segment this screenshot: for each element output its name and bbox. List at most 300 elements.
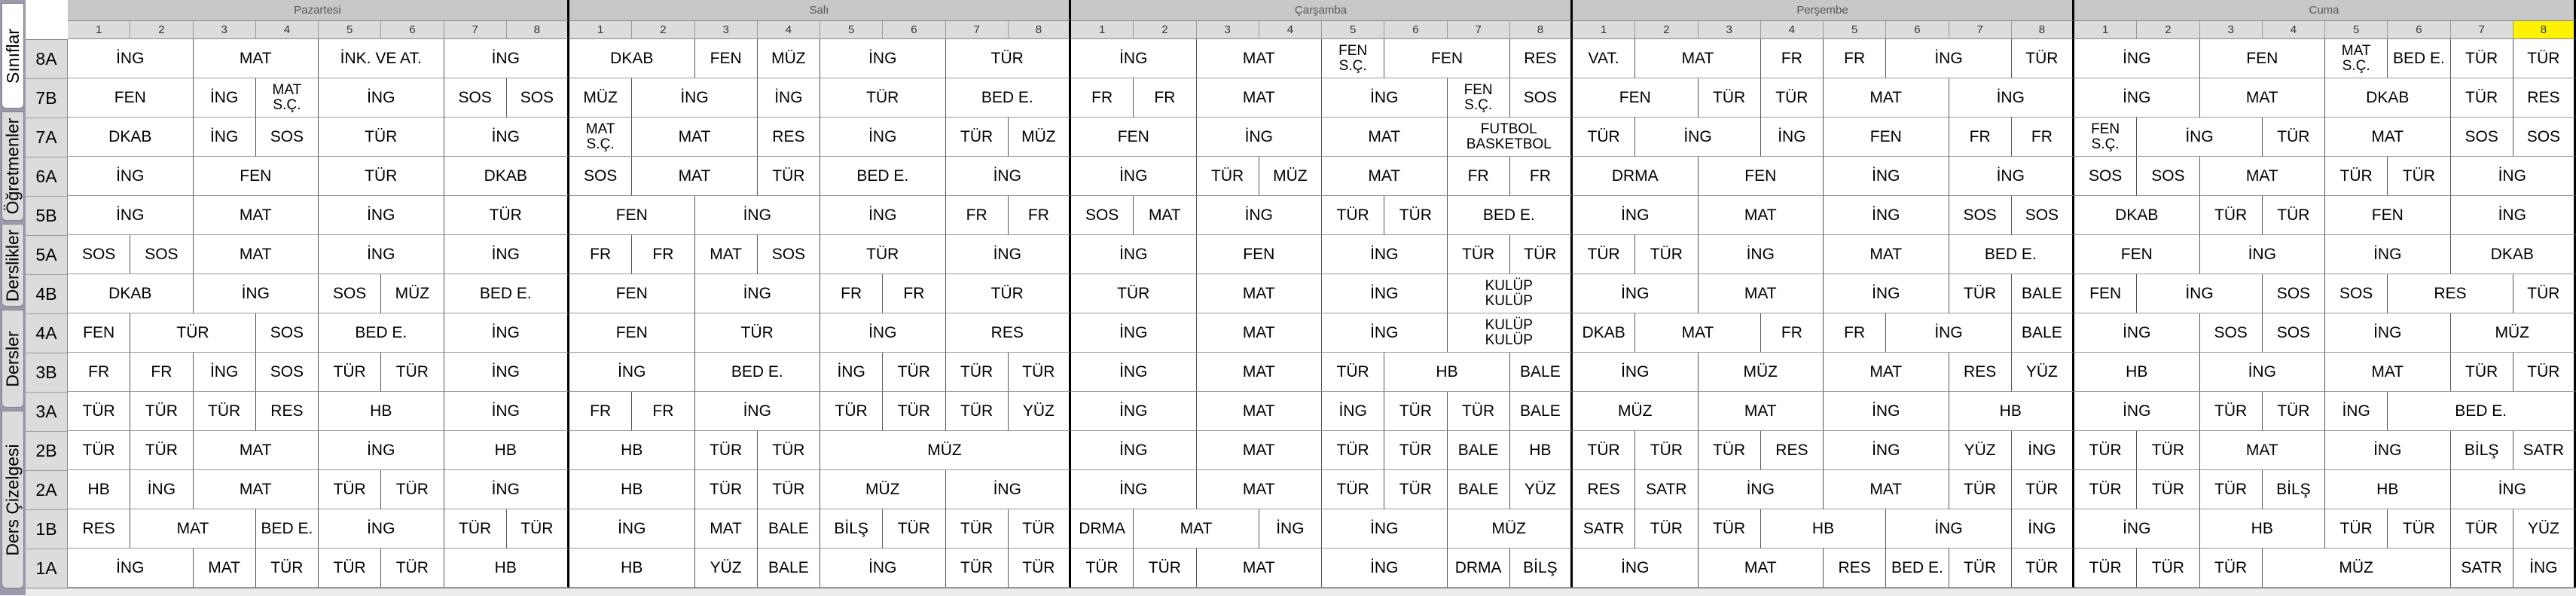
lesson-cell[interactable]: FEN xyxy=(1384,39,1510,78)
lesson-cell[interactable]: FEN xyxy=(1573,78,1699,118)
lesson-cell[interactable]: MÜZ xyxy=(1699,353,1824,392)
lesson-cell[interactable]: İNG xyxy=(1322,313,1448,353)
lesson-cell[interactable]: FR xyxy=(569,392,632,431)
lesson-cell[interactable]: FR xyxy=(946,196,1009,235)
lesson-cell[interactable]: TÜR xyxy=(130,313,256,353)
lesson-cell[interactable]: İNG xyxy=(1322,274,1448,313)
lesson-cell[interactable]: TÜR xyxy=(319,549,381,588)
lesson-cell[interactable]: SOS xyxy=(256,353,319,392)
lesson-cell[interactable]: TÜR xyxy=(2513,39,2576,78)
lesson-cell[interactable]: TÜR xyxy=(1322,353,1384,392)
lesson-cell[interactable]: BALE xyxy=(2012,313,2074,353)
lesson-cell[interactable]: SOS xyxy=(256,118,319,157)
lesson-cell[interactable]: İNG xyxy=(1824,157,1949,196)
lesson-cell[interactable]: TÜR xyxy=(1384,392,1447,431)
lesson-cell[interactable]: VAT. xyxy=(1573,39,1635,78)
lesson-cell[interactable]: TÜR xyxy=(319,157,444,196)
lesson-cell[interactable]: TÜR xyxy=(1197,157,1259,196)
lesson-cell[interactable]: İNG xyxy=(444,118,570,157)
lesson-cell[interactable]: İNG xyxy=(68,39,194,78)
lesson-cell[interactable]: BİLŞ xyxy=(2451,431,2513,470)
lesson-cell[interactable]: İNG xyxy=(1699,470,1824,509)
lesson-cell[interactable]: SOS xyxy=(758,235,820,274)
lesson-cell[interactable]: MÜZ xyxy=(1009,118,1071,157)
lesson-cell[interactable]: İNG xyxy=(2074,39,2200,78)
lesson-cell[interactable]: MAT xyxy=(1824,353,1949,392)
lesson-cell[interactable]: MAT xyxy=(1699,549,1824,588)
lesson-cell[interactable]: TÜR xyxy=(946,509,1009,549)
lesson-cell[interactable]: BALE xyxy=(1510,353,1573,392)
lesson-cell[interactable]: İNG xyxy=(1071,157,1197,196)
lesson-cell[interactable]: İNG xyxy=(444,313,570,353)
lesson-cell[interactable]: FUTBOL BASKETBOL xyxy=(1448,118,1573,157)
lesson-cell[interactable]: SOS xyxy=(2263,313,2325,353)
lesson-cell[interactable]: MÜZ xyxy=(569,78,632,118)
lesson-cell[interactable]: MAT xyxy=(1134,509,1259,549)
lesson-cell[interactable]: MAT xyxy=(1824,235,1949,274)
tab-dersler[interactable] xyxy=(2,310,24,408)
lesson-cell[interactable]: SOS xyxy=(507,78,569,118)
lesson-cell[interactable]: MAT xyxy=(194,549,256,588)
lesson-cell[interactable]: İNG xyxy=(569,509,695,549)
lesson-cell[interactable]: MÜZ xyxy=(2451,313,2576,353)
lesson-cell[interactable]: BİLŞ xyxy=(820,509,883,549)
lesson-cell[interactable]: İNG xyxy=(1322,549,1448,588)
lesson-cell[interactable]: MAT xyxy=(130,509,256,549)
lesson-cell[interactable]: TÜR xyxy=(507,509,569,549)
lesson-cell[interactable]: TÜR xyxy=(1009,353,1071,392)
lesson-cell[interactable]: TÜR xyxy=(1573,118,1635,157)
lesson-cell[interactable]: RES xyxy=(68,509,130,549)
lesson-cell[interactable]: FR xyxy=(632,235,694,274)
lesson-cell[interactable]: FEN xyxy=(569,313,695,353)
lesson-cell[interactable]: İNG xyxy=(130,470,193,509)
lesson-cell[interactable]: TÜR xyxy=(2012,470,2074,509)
lesson-cell[interactable]: SOS xyxy=(2513,118,2576,157)
lesson-cell[interactable]: TÜR xyxy=(2388,157,2450,196)
tab-sınıflar[interactable] xyxy=(2,3,24,109)
lesson-cell[interactable]: FEN xyxy=(2325,196,2451,235)
lesson-cell[interactable]: TÜR xyxy=(1071,549,1134,588)
lesson-cell[interactable]: TÜR xyxy=(1322,196,1384,235)
lesson-cell[interactable]: FEN xyxy=(1699,157,1824,196)
lesson-cell[interactable]: TÜR xyxy=(883,353,945,392)
lesson-cell[interactable]: RES xyxy=(946,313,1072,353)
lesson-cell[interactable]: HB xyxy=(1384,353,1510,392)
lesson-cell[interactable]: MAT xyxy=(1699,274,1824,313)
lesson-cell[interactable]: BED E. xyxy=(2388,39,2450,78)
lesson-cell[interactable]: TÜR xyxy=(381,353,444,392)
lesson-cell[interactable]: MAT xyxy=(194,39,319,78)
lesson-cell[interactable]: TÜR xyxy=(820,392,883,431)
lesson-cell[interactable]: FEN xyxy=(2074,235,2200,274)
lesson-cell[interactable]: İNG xyxy=(194,118,256,157)
lesson-cell[interactable]: DRMA xyxy=(1448,549,1510,588)
lesson-cell[interactable]: MAT xyxy=(194,196,319,235)
lesson-cell[interactable]: BED E. xyxy=(2388,392,2576,431)
lesson-cell[interactable]: TÜR xyxy=(1761,78,1824,118)
lesson-cell[interactable]: İNG xyxy=(2074,392,2200,431)
lesson-cell[interactable]: İNG xyxy=(319,509,444,549)
lesson-cell[interactable]: KULÜP KULÜP xyxy=(1448,313,1573,353)
lesson-cell[interactable]: TÜR xyxy=(1384,431,1447,470)
lesson-cell[interactable]: İNG xyxy=(1949,78,2075,118)
lesson-cell[interactable]: DKAB xyxy=(1573,313,1635,353)
lesson-cell[interactable]: BED E. xyxy=(1949,235,2075,274)
lesson-cell[interactable]: İNG xyxy=(319,196,444,235)
lesson-cell[interactable]: TÜR xyxy=(1699,78,1761,118)
lesson-cell[interactable]: HB xyxy=(2325,470,2451,509)
lesson-cell[interactable]: MAT xyxy=(2325,353,2451,392)
lesson-cell[interactable]: TÜR xyxy=(2388,509,2450,549)
lesson-cell[interactable]: İNG xyxy=(1259,509,1322,549)
lesson-cell[interactable]: MAT xyxy=(1635,39,1761,78)
lesson-cell[interactable]: TÜR xyxy=(2263,118,2325,157)
lesson-cell[interactable]: MAT xyxy=(1197,431,1323,470)
lesson-cell[interactable]: FR xyxy=(130,353,193,392)
lesson-cell[interactable]: DKAB xyxy=(2074,196,2200,235)
lesson-cell[interactable]: TÜR xyxy=(1573,431,1635,470)
lesson-cell[interactable]: DKAB xyxy=(68,274,194,313)
lesson-cell[interactable]: TÜR xyxy=(1448,235,1510,274)
lesson-cell[interactable]: TÜR xyxy=(1635,509,1698,549)
lesson-cell[interactable]: TÜR xyxy=(256,549,319,588)
class-label[interactable]: 4A xyxy=(26,314,68,353)
lesson-cell[interactable]: İNG xyxy=(194,78,256,118)
lesson-cell[interactable]: TÜR xyxy=(1635,431,1698,470)
lesson-cell[interactable]: YÜZ xyxy=(2513,509,2576,549)
lesson-cell[interactable]: TÜR xyxy=(68,392,130,431)
lesson-cell[interactable]: İNG xyxy=(2325,313,2451,353)
lesson-cell[interactable]: FEN xyxy=(569,196,695,235)
lesson-cell[interactable]: TÜR xyxy=(946,549,1009,588)
lesson-cell[interactable]: İNG xyxy=(1824,431,1949,470)
lesson-cell[interactable]: FR xyxy=(1009,196,1071,235)
lesson-cell[interactable]: İNG xyxy=(1573,196,1699,235)
lesson-cell[interactable]: SATR xyxy=(1573,509,1635,549)
lesson-cell[interactable]: TÜR xyxy=(883,392,945,431)
lesson-cell[interactable]: MAT xyxy=(1197,39,1323,78)
lesson-cell[interactable]: İNG xyxy=(1573,549,1699,588)
class-label[interactable]: 2A xyxy=(26,471,68,510)
lesson-cell[interactable]: MAT xyxy=(1197,313,1323,353)
lesson-cell[interactable]: SOS xyxy=(444,78,507,118)
lesson-cell[interactable]: TÜR xyxy=(319,118,444,157)
lesson-cell[interactable]: SOS xyxy=(1510,78,1573,118)
lesson-cell[interactable]: FEN xyxy=(2200,39,2326,78)
lesson-cell[interactable]: İNG xyxy=(1071,39,1197,78)
class-label[interactable]: 3B xyxy=(26,353,68,393)
lesson-cell[interactable]: TÜR xyxy=(695,470,758,509)
lesson-cell[interactable]: TÜR xyxy=(1635,235,1698,274)
lesson-cell[interactable]: TÜR xyxy=(2451,509,2513,549)
lesson-cell[interactable]: İNG xyxy=(1071,470,1197,509)
lesson-cell[interactable]: İNG xyxy=(2325,392,2388,431)
lesson-cell[interactable]: İNG xyxy=(2012,431,2074,470)
lesson-cell[interactable]: TÜR xyxy=(2074,431,2137,470)
lesson-cell[interactable]: TÜR xyxy=(1322,431,1384,470)
lesson-cell[interactable]: TÜR xyxy=(2200,196,2263,235)
lesson-cell[interactable]: İNG xyxy=(1322,78,1448,118)
lesson-cell[interactable]: HB xyxy=(2200,509,2326,549)
lesson-cell[interactable]: FEN xyxy=(695,39,758,78)
lesson-cell[interactable]: İNG xyxy=(444,470,570,509)
class-label[interactable]: 3A xyxy=(26,393,68,432)
lesson-cell[interactable]: TÜR xyxy=(2074,470,2137,509)
lesson-cell[interactable]: İNG xyxy=(695,392,821,431)
lesson-cell[interactable]: TÜR xyxy=(68,431,130,470)
lesson-cell[interactable]: HB xyxy=(68,470,130,509)
lesson-cell[interactable]: İNG xyxy=(2451,157,2576,196)
lesson-cell[interactable]: TÜR xyxy=(130,431,193,470)
lesson-cell[interactable]: İNG xyxy=(1824,392,1949,431)
lesson-cell[interactable]: TÜR xyxy=(1510,235,1573,274)
lesson-cell[interactable]: TÜR xyxy=(820,78,946,118)
lesson-cell[interactable]: TÜR xyxy=(1949,470,2012,509)
lesson-cell[interactable]: İNG xyxy=(2451,196,2576,235)
lesson-cell[interactable]: SATR xyxy=(1635,470,1698,509)
lesson-cell[interactable]: RES xyxy=(1824,549,1886,588)
lesson-cell[interactable]: İNG xyxy=(68,196,194,235)
lesson-cell[interactable]: İNG xyxy=(946,157,1072,196)
class-label[interactable]: 6A xyxy=(26,157,68,197)
lesson-cell[interactable]: TÜR xyxy=(381,470,444,509)
lesson-cell[interactable]: BED E. xyxy=(256,509,319,549)
lesson-cell[interactable]: TÜR xyxy=(2012,39,2074,78)
lesson-cell[interactable]: RES xyxy=(1949,353,2012,392)
lesson-cell[interactable]: RES xyxy=(2513,78,2576,118)
lesson-cell[interactable]: İNG xyxy=(1322,392,1384,431)
lesson-cell[interactable]: TÜR xyxy=(444,196,570,235)
lesson-cell[interactable]: İNG xyxy=(820,549,946,588)
lesson-cell[interactable]: BALE xyxy=(1510,392,1573,431)
lesson-cell[interactable]: TÜR xyxy=(1573,235,1635,274)
lesson-cell[interactable]: TÜR xyxy=(1949,274,2012,313)
lesson-cell[interactable]: TÜR xyxy=(758,431,820,470)
class-label[interactable]: 7A xyxy=(26,118,68,157)
lesson-cell[interactable]: BİLŞ xyxy=(2263,470,2325,509)
lesson-cell[interactable]: SOS xyxy=(569,157,632,196)
lesson-cell[interactable]: TÜR xyxy=(1009,509,1071,549)
lesson-cell[interactable]: BİLŞ xyxy=(1510,549,1573,588)
lesson-cell[interactable]: SOS xyxy=(2263,274,2325,313)
lesson-cell[interactable]: MAT xyxy=(1699,392,1824,431)
lesson-cell[interactable]: İNG xyxy=(695,274,821,313)
lesson-cell[interactable]: İNG xyxy=(2513,549,2576,588)
lesson-cell[interactable]: İNG xyxy=(569,353,695,392)
lesson-cell[interactable]: İNG xyxy=(2074,313,2200,353)
lesson-cell[interactable]: İNG xyxy=(444,392,570,431)
lesson-cell[interactable]: İNG xyxy=(1071,431,1197,470)
lesson-cell[interactable]: MÜZ xyxy=(820,470,946,509)
lesson-cell[interactable]: TÜR xyxy=(2200,392,2263,431)
lesson-cell[interactable]: DKAB xyxy=(2325,78,2451,118)
lesson-cell[interactable]: İNG xyxy=(1071,313,1197,353)
lesson-cell[interactable]: MAT xyxy=(1824,78,1949,118)
lesson-cell[interactable]: FEN xyxy=(68,313,130,353)
lesson-cell[interactable]: FR xyxy=(883,274,945,313)
lesson-cell[interactable]: MAT xyxy=(1197,274,1323,313)
lesson-cell[interactable]: İNG xyxy=(820,118,946,157)
lesson-cell[interactable]: İNG xyxy=(2012,509,2074,549)
lesson-cell[interactable]: İNG xyxy=(2200,235,2326,274)
lesson-cell[interactable]: FEN xyxy=(68,78,194,118)
lesson-cell[interactable]: İNG xyxy=(2074,509,2200,549)
lesson-cell[interactable]: İNG xyxy=(1573,353,1699,392)
lesson-cell[interactable]: TÜR xyxy=(946,392,1009,431)
lesson-cell[interactable]: SOS xyxy=(1071,196,1134,235)
lesson-cell[interactable]: MAT S.Ç. xyxy=(2325,39,2388,78)
lesson-cell[interactable]: FR xyxy=(569,235,632,274)
lesson-cell[interactable]: İNG xyxy=(1824,196,1949,235)
lesson-cell[interactable]: FEN xyxy=(569,274,695,313)
lesson-cell[interactable]: HB xyxy=(1761,509,1887,549)
lesson-cell[interactable]: TÜR xyxy=(444,509,507,549)
lesson-cell[interactable]: TÜR xyxy=(2137,431,2199,470)
lesson-cell[interactable]: TÜR xyxy=(2263,392,2325,431)
lesson-cell[interactable]: DRMA xyxy=(1573,157,1699,196)
lesson-cell[interactable]: İNG xyxy=(946,235,1072,274)
lesson-cell[interactable]: TÜR xyxy=(946,353,1009,392)
lesson-cell[interactable]: SOS xyxy=(2074,157,2137,196)
lesson-cell[interactable]: MAT xyxy=(632,118,758,157)
lesson-cell[interactable]: MAT S.Ç. xyxy=(569,118,632,157)
lesson-cell[interactable]: MAT xyxy=(2200,431,2326,470)
lesson-cell[interactable]: DKAB xyxy=(569,39,695,78)
lesson-cell[interactable]: İNG xyxy=(1322,509,1448,549)
lesson-cell[interactable]: FR xyxy=(1134,78,1196,118)
lesson-cell[interactable]: İNG xyxy=(758,78,820,118)
class-label[interactable]: 8A xyxy=(26,40,68,79)
lesson-cell[interactable]: İNG xyxy=(1699,235,1824,274)
lesson-cell[interactable]: SOS xyxy=(68,235,130,274)
lesson-cell[interactable]: İNG xyxy=(1886,509,2012,549)
lesson-cell[interactable]: FR xyxy=(1949,118,2012,157)
lesson-cell[interactable]: İNG xyxy=(1886,39,2012,78)
lesson-cell[interactable]: FEN S.Ç. xyxy=(1322,39,1384,78)
lesson-cell[interactable]: TÜR xyxy=(1134,549,1196,588)
lesson-cell[interactable]: BED E. xyxy=(820,157,946,196)
lesson-cell[interactable]: SOS xyxy=(2137,157,2199,196)
lesson-cell[interactable]: TÜR xyxy=(695,313,821,353)
lesson-cell[interactable]: RES xyxy=(1510,39,1573,78)
lesson-cell[interactable]: RES xyxy=(758,118,820,157)
lesson-cell[interactable]: SOS xyxy=(2012,196,2074,235)
lesson-cell[interactable]: TÜR xyxy=(2200,549,2263,588)
lesson-cell[interactable]: MÜZ xyxy=(1573,392,1699,431)
lesson-cell[interactable]: BED E. xyxy=(319,313,444,353)
lesson-cell[interactable]: TÜR xyxy=(1322,470,1384,509)
lesson-cell[interactable]: FEN xyxy=(1197,235,1323,274)
lesson-cell[interactable]: İNG xyxy=(1761,118,1824,157)
lesson-cell[interactable]: YÜZ xyxy=(695,549,758,588)
lesson-cell[interactable]: FEN xyxy=(194,157,319,196)
lesson-cell[interactable]: TÜR xyxy=(2325,157,2388,196)
lesson-cell[interactable]: MÜZ xyxy=(1448,509,1573,549)
lesson-cell[interactable]: TÜR xyxy=(1384,470,1447,509)
lesson-cell[interactable]: MAT xyxy=(2325,118,2451,157)
lesson-cell[interactable]: İNG xyxy=(1824,274,1949,313)
lesson-cell[interactable]: TÜR xyxy=(2137,470,2199,509)
lesson-cell[interactable]: İNG xyxy=(2200,353,2326,392)
lesson-cell[interactable]: MAT xyxy=(1197,353,1323,392)
lesson-cell[interactable]: SATR xyxy=(2513,431,2576,470)
lesson-cell[interactable]: BALE xyxy=(758,549,820,588)
lesson-cell[interactable]: TÜR xyxy=(2451,39,2513,78)
horizontal-scrollbar[interactable] xyxy=(26,588,2576,596)
lesson-cell[interactable]: TÜR xyxy=(1949,549,2012,588)
lesson-cell[interactable]: TÜR xyxy=(758,470,820,509)
lesson-cell[interactable]: RES xyxy=(1573,470,1635,509)
lesson-cell[interactable]: FR xyxy=(1761,39,1824,78)
lesson-cell[interactable]: BED E. xyxy=(1886,549,1949,588)
lesson-cell[interactable]: FR xyxy=(632,392,694,431)
lesson-cell[interactable]: MAT xyxy=(1635,313,1761,353)
lesson-cell[interactable]: TÜR xyxy=(1448,392,1510,431)
lesson-cell[interactable]: HB xyxy=(569,470,695,509)
lesson-cell[interactable]: İNG xyxy=(194,274,319,313)
lesson-cell[interactable]: SOS xyxy=(2200,313,2263,353)
lesson-cell[interactable]: SOS xyxy=(130,235,193,274)
lesson-cell[interactable]: İNG xyxy=(820,39,946,78)
lesson-cell[interactable]: FR xyxy=(1761,313,1824,353)
lesson-cell[interactable]: İNG xyxy=(319,78,444,118)
lesson-cell[interactable]: MAT xyxy=(2200,78,2326,118)
lesson-cell[interactable]: FR xyxy=(1824,39,1886,78)
lesson-cell[interactable]: İNG xyxy=(1949,157,2075,196)
lesson-cell[interactable]: TÜR xyxy=(2137,549,2199,588)
lesson-cell[interactable]: İNG xyxy=(632,78,758,118)
lesson-cell[interactable]: MAT xyxy=(1322,118,1448,157)
lesson-cell[interactable]: FEN xyxy=(1071,118,1197,157)
lesson-cell[interactable]: FR xyxy=(1448,157,1510,196)
tab-ders-çizelgesi[interactable] xyxy=(2,411,24,588)
tab-derslikler[interactable] xyxy=(2,224,24,307)
lesson-cell[interactable]: TÜR xyxy=(2451,353,2513,392)
lesson-cell[interactable]: RES xyxy=(256,392,319,431)
lesson-cell[interactable]: FEN S.Ç. xyxy=(1448,78,1510,118)
lesson-cell[interactable]: YÜZ xyxy=(2012,353,2074,392)
class-label[interactable]: 7B xyxy=(26,79,68,118)
lesson-cell[interactable]: MÜZ xyxy=(381,274,444,313)
lesson-cell[interactable]: MAT xyxy=(194,470,319,509)
lesson-cell[interactable]: HB xyxy=(569,431,695,470)
lesson-cell[interactable]: İNG xyxy=(2451,470,2576,509)
lesson-cell[interactable]: İNG xyxy=(68,549,194,588)
lesson-cell[interactable]: TÜR xyxy=(946,118,1009,157)
lesson-cell[interactable]: MAT xyxy=(194,235,319,274)
lesson-cell[interactable]: TÜR xyxy=(319,470,381,509)
lesson-cell[interactable]: HB xyxy=(2074,353,2200,392)
lesson-cell[interactable]: MAT xyxy=(1699,196,1824,235)
lesson-cell[interactable]: BALE xyxy=(758,509,820,549)
lesson-cell[interactable]: SATR xyxy=(2451,549,2513,588)
lesson-cell[interactable]: TÜR xyxy=(1699,431,1761,470)
lesson-cell[interactable]: MAT S.Ç. xyxy=(256,78,319,118)
lesson-cell[interactable]: HB xyxy=(444,549,570,588)
lesson-cell[interactable]: YÜZ xyxy=(1949,431,2012,470)
lesson-cell[interactable]: İNG xyxy=(444,353,570,392)
lesson-cell[interactable]: TÜR xyxy=(1009,549,1071,588)
lesson-cell[interactable]: BALE xyxy=(1448,431,1510,470)
lesson-cell[interactable]: İNG xyxy=(444,235,570,274)
lesson-cell[interactable]: TÜR xyxy=(946,274,1072,313)
class-label[interactable]: 1A xyxy=(26,549,68,588)
lesson-cell[interactable]: SOS xyxy=(256,313,319,353)
lesson-cell[interactable]: TÜR xyxy=(130,392,193,431)
lesson-cell[interactable]: İNG xyxy=(1071,353,1197,392)
lesson-cell[interactable]: TÜR xyxy=(1699,509,1761,549)
